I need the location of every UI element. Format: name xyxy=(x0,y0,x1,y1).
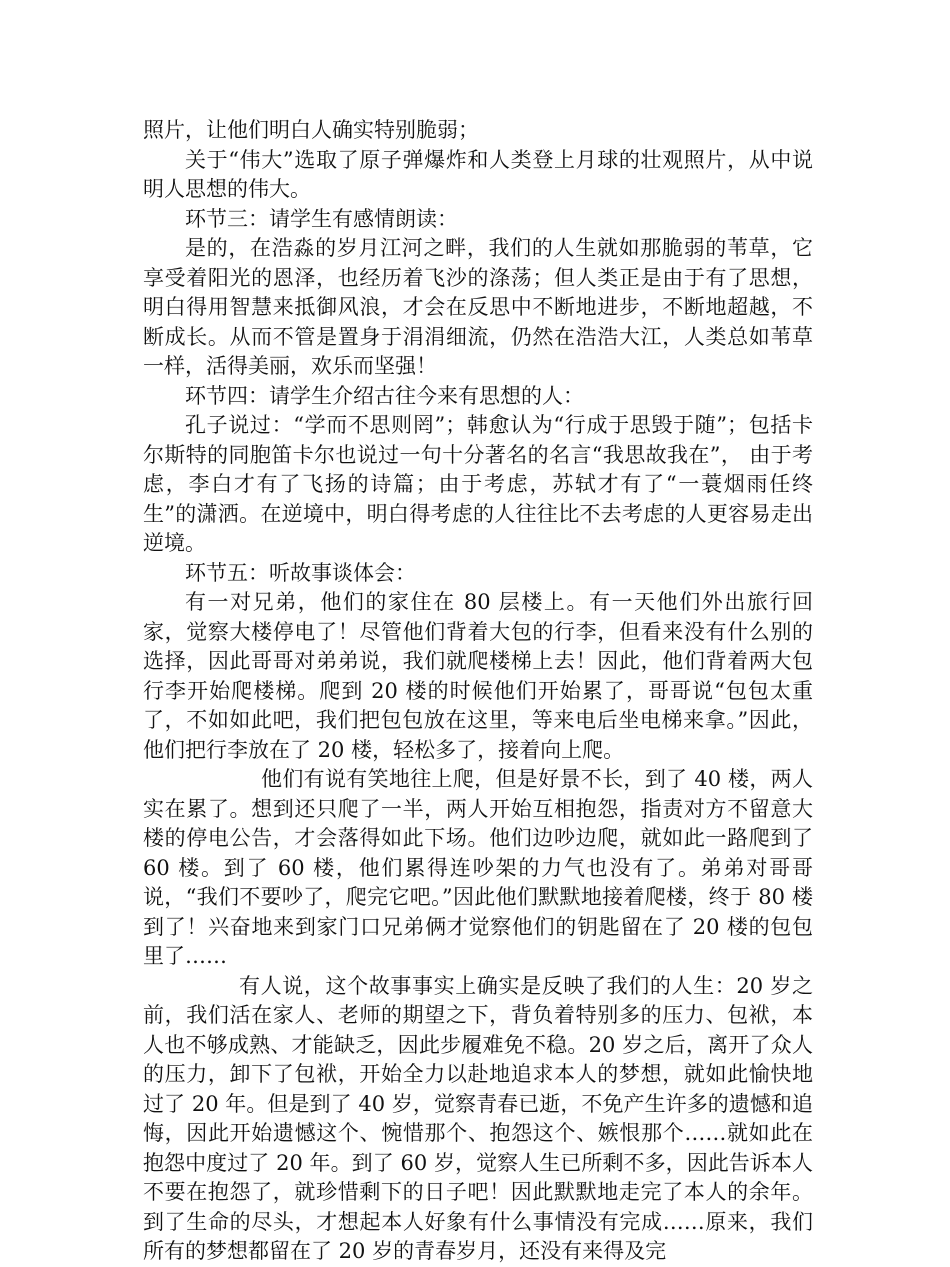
paragraph-4: 是的，在浩淼的岁月江河之畔，我们的人生就如那脆弱的苇草，它享受着阳光的恩泽，也经历着飞沙的涤荡；但人类正是由于有了思想，明白得用智慧来抵御风浪，才会在反思中不断地进步，不断地超越，不断成长。从而不管是置身于涓涓细流，仍然在浩浩大江，人类总如苇草一样，活得美丽，欢乐而坚强！ xyxy=(143,236,813,378)
paragraph-1: 照片，让他们明白人确实特别脆弱； xyxy=(143,118,479,142)
paragraph-2: 关于“伟大”选取了原子弹爆炸和人类登上月球的壮观照片，从中说明人思想的伟大。 xyxy=(143,147,813,201)
paragraph-3: 环节三：请学生有感情朗读： xyxy=(185,206,458,231)
paragraph-8: 有一对兄弟，他们的家住在 80 层楼上。有一天他们外出旅行回家，觉察大楼停电了！尽管他们背着大包的行李，但看来没有什么别的选择，因此哥哥对弟弟说，我们就爬楼梯上去！因此，他们背着两大包行李开始爬楼梯。爬到 20 楼的时候他们开始累了，哥哥说“包包太重了，不如如此吧，我们把包包放在这里，等来电后坐电梯来拿。”因此，他们把行李放在了 20 楼，轻松多了，接着向上爬。 xyxy=(143,590,813,762)
paragraph-7: 环节五：听故事谈体会： xyxy=(185,560,416,585)
document-page xyxy=(143,116,813,1267)
paragraph-9: 他们有说有笑地往上爬，但是好景不长，到了 40 楼，两人实在累了。想到还只爬了一半，两人开始互相抱怨，指责对方不留意大楼的停电公告，才会落得如此下场。他们边吵边爬，就如此一路爬到了 60 楼。到了 60 楼，他们累得连吵架的力气也没有了。弟弟对哥哥说，“我们不要吵了，爬完它吧。”因此他们默默地接着爬楼，终于 80 楼到了！兴奋地来到家门口兄弟俩才觉察他们的钥匙留在了 20 楼的包包里了…… xyxy=(143,767,813,968)
paragraph-10: 有人说，这个故事事实上确实是反映了我们的人生：20 岁之前，我们活在家人、老师的期望之下，背负着特别多的压力、包袱，本人也不够成熟、才能缺乏，因此步履难免不稳。20 岁之后，离开了众人的压力，卸下了包袱，开始全力以赴地追求本人的梦想，就如此愉快地过了 20 年。但是到了 40 岁，觉察青春已逝，不免产生许多的遗憾和追悔，因此开始遗憾这个、惋惜那个、抱怨这个、嫉恨那个……就如此在抱怨中度过了 20 年。到了 60 岁，觉察人生已所剩不多，因此告诉本人不要在抱怨了，就珍惜剩下的日子吧！因此默默地走完了本人的余年。到了生命的尽头，才想起本人好象有什么事情没有完成……原来，我们所有的梦想都留在了 20 岁的青春岁月，还没有来得及完 xyxy=(143,973,813,1263)
paragraph-6: 孔子说过：“学而不思则罔”；韩愈认为“行成于思毁于随”；包括卡尔斯特的同胞笛卡尔也说过一句十分著名的名言“我思故我在”， 由于考虑，李白才有了飞扬的诗篇；由于考虑，苏轼才有了“一蓑烟雨任终生”的潇洒。在逆境中，明白得考虑的人往往比不去考虑的人更容易走出逆境。 xyxy=(143,413,813,555)
paragraph-5: 环节四：请学生介绍古往今来有思想的人： xyxy=(185,383,584,408)
